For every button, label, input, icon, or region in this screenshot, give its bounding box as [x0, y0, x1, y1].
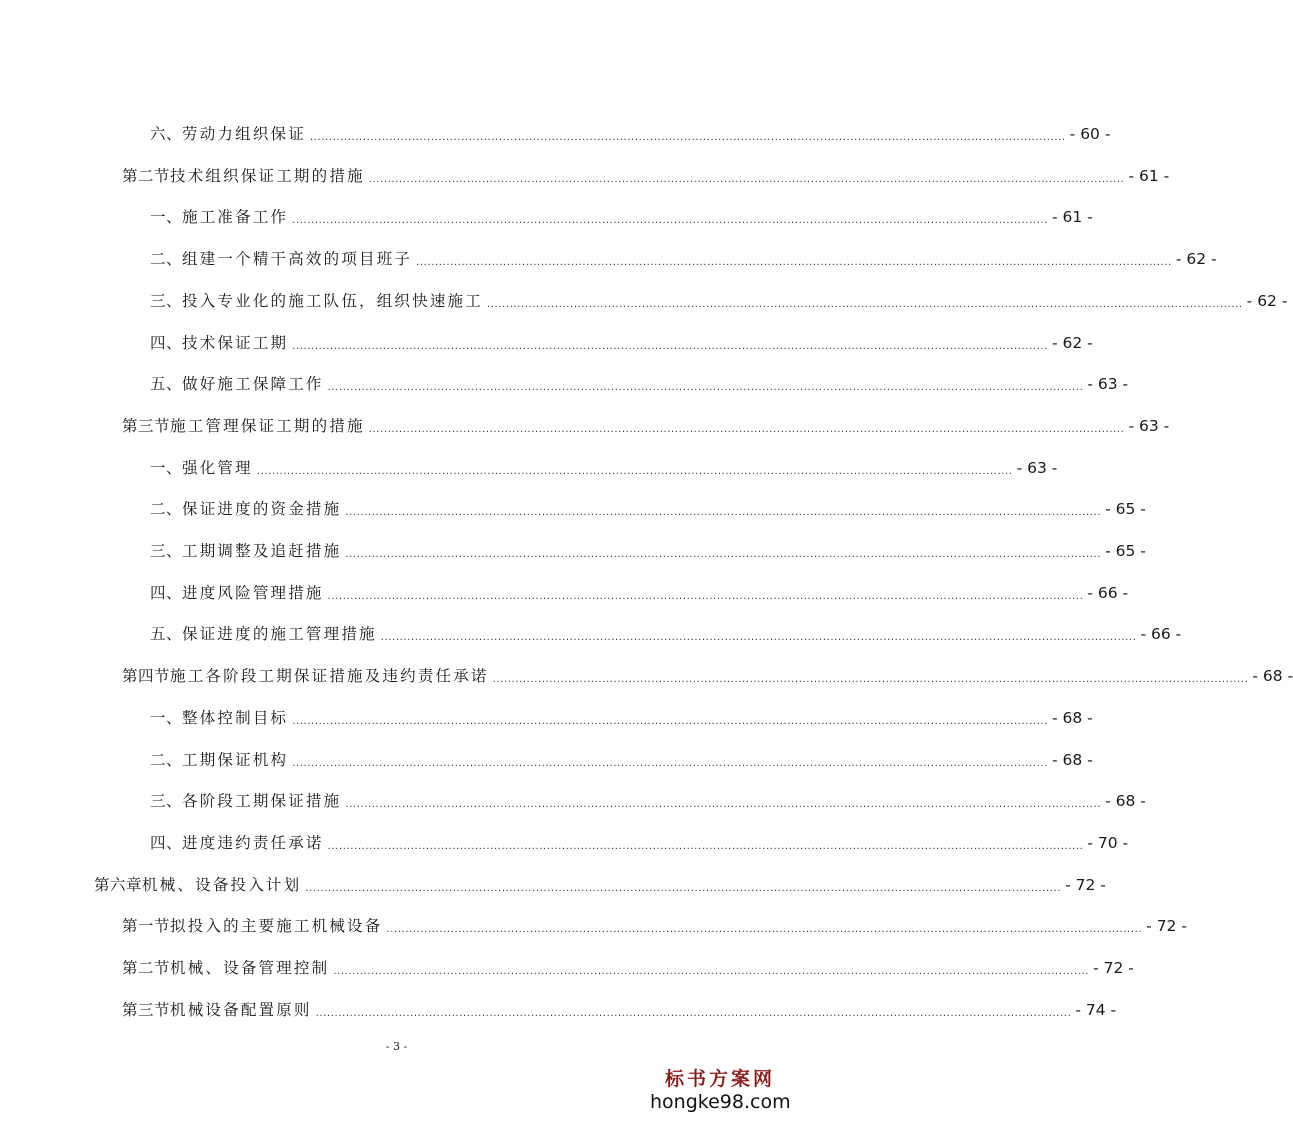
- toc-entry-page: - 68 -: [1051, 708, 1093, 727]
- toc-entry-title: 技术组织保证工期的措施: [170, 166, 365, 185]
- toc-entry-leader-dots: ........................................................................................................................................................................................................: [327, 382, 1084, 394]
- toc-entry-number: 二、: [150, 500, 183, 519]
- watermark-logo: [650, 1068, 790, 1114]
- toc-entry[interactable]: [150, 497, 1146, 521]
- toc-entry-page: - 61 -: [1128, 166, 1170, 185]
- toc-entry-page: - 72 -: [1065, 875, 1106, 894]
- toc-entry-number: 第三节: [122, 1000, 171, 1019]
- toc-entry-number: 三、: [150, 291, 183, 310]
- toc-entry[interactable]: [122, 914, 1187, 938]
- toc-entry-title: 进度风险管理措施: [182, 583, 324, 602]
- toc-entry-leader-dots: ........................................................................................................................................................................................................: [309, 132, 1066, 143]
- toc-entry[interactable]: [150, 205, 1093, 229]
- toc-entry-number: 第三节: [122, 416, 171, 435]
- toc-entry-number: 第四节: [122, 667, 171, 686]
- toc-entry-page: - 63 -: [1087, 375, 1129, 394]
- toc-entry-title: 投入专业化的施工队伍，组织快速施工: [182, 291, 483, 310]
- toc-entry[interactable]: [150, 331, 1093, 355]
- toc-entry-page: - 63 -: [1016, 458, 1058, 477]
- toc-entry-page: - 62 -: [1246, 291, 1288, 310]
- toc-entry-number: 三、: [150, 792, 183, 811]
- toc-entry[interactable]: [150, 831, 1129, 855]
- toc-entry-title: 劳动力组织保证: [182, 125, 306, 143]
- toc-entry-title: 技术保证工期: [182, 333, 289, 352]
- toc-entry-leader-dots: ........................................................................................................................................................................................................: [305, 882, 1062, 894]
- toc-entry-leader-dots: ........................................................................................................................................................................................................: [292, 340, 1048, 352]
- toc-entry-leader-dots: ........................................................................................................................................................................................................: [327, 840, 1084, 852]
- toc-entry-number: 四、: [150, 833, 183, 852]
- toc-entry-number: 五、: [150, 375, 183, 394]
- toc-entry-page: - 68 -: [1252, 667, 1293, 686]
- toc-entry-number: 第二节: [122, 959, 171, 977]
- toc-entry-number: 第六章: [94, 875, 143, 894]
- toc-entry-title: 整体控制目标: [182, 708, 289, 727]
- toc-entry-number: 四、: [150, 333, 183, 352]
- toc-entry[interactable]: [122, 956, 1134, 980]
- toc-entry-page: - 72 -: [1146, 917, 1187, 936]
- toc-entry[interactable]: [150, 289, 1288, 313]
- toc-entry[interactable]: [94, 873, 1106, 897]
- toc-entry-leader-dots: ........................................................................................................................................................................................................: [368, 423, 1125, 435]
- toc-entry-title: 保证进度的施工管理措施: [182, 625, 377, 644]
- toc-entry-leader-dots: ........................................................................................................................................................................................................: [292, 215, 1048, 227]
- toc-entry-title: 工期调整及追赶措施: [182, 542, 342, 560]
- toc-entry-title: 工期保证机构: [182, 750, 289, 769]
- toc-entry-leader-dots: ........................................................................................................................................................................................................: [486, 298, 1243, 310]
- toc-entry-page: - 63 -: [1128, 416, 1170, 435]
- watermark-title: 标书方案网: [664, 1068, 775, 1090]
- toc-entry-leader-dots: ........................................................................................................................................................................................................: [327, 590, 1084, 602]
- toc-entry-title: 机械、设备管理控制: [170, 959, 330, 977]
- toc-entry-leader-dots: ........................................................................................................................................................................................................: [315, 1007, 1072, 1019]
- toc-entry-leader-dots: ........................................................................................................................................................................................................: [416, 257, 1172, 269]
- toc-entry[interactable]: [150, 622, 1182, 646]
- toc-entry-number: 第二节: [122, 166, 171, 185]
- toc-entry-number: 第一节: [122, 917, 171, 936]
- toc-entry-title: 强化管理: [182, 458, 253, 477]
- toc-entry-number: 一、: [150, 708, 183, 727]
- toc-entry[interactable]: [150, 539, 1146, 563]
- toc-entry-leader-dots: ........................................................................................................................................................................................................: [380, 632, 1137, 644]
- toc-entry-number: 一、: [150, 458, 183, 477]
- toc-entry-number: 三、: [150, 542, 183, 560]
- toc-entry-title: 做好施工保障工作: [182, 375, 324, 394]
- toc-entry-leader-dots: ........................................................................................................................................................................................................: [386, 924, 1143, 936]
- toc-entry[interactable]: [122, 414, 1170, 438]
- toc-entry[interactable]: [150, 706, 1093, 730]
- toc-entry-page: - 72 -: [1093, 959, 1134, 977]
- toc-entry-leader-dots: ........................................................................................................................................................................................................: [492, 674, 1249, 686]
- toc-entry-leader-dots: ........................................................................................................................................................................................................: [345, 549, 1102, 560]
- toc-entry-title: 拟投入的主要施工机械设备: [170, 917, 383, 936]
- toc-entry-number: 一、: [150, 208, 183, 227]
- toc-entry[interactable]: [122, 664, 1293, 688]
- toc-entry-page: - 62 -: [1175, 250, 1217, 269]
- toc-entry-leader-dots: ........................................................................................................................................................................................................: [292, 715, 1048, 727]
- toc-entry-page: - 66 -: [1140, 625, 1182, 644]
- toc-entry-page: - 70 -: [1087, 833, 1129, 852]
- toc-entry[interactable]: [150, 122, 1111, 146]
- toc-entry-title: 各阶段工期保证措施: [182, 792, 342, 811]
- toc-entry-title: 施工管理保证工期的措施: [170, 416, 365, 435]
- toc-entry-page: - 65 -: [1105, 500, 1146, 519]
- toc-entry-page: - 61 -: [1051, 208, 1093, 227]
- watermark-url: hongke98.com: [650, 1091, 791, 1113]
- toc-entry-page: - 74 -: [1075, 1000, 1117, 1019]
- toc-entry[interactable]: [150, 247, 1217, 271]
- toc-entry-leader-dots: ........................................................................................................................................................................................................: [368, 173, 1125, 185]
- toc-entry-title: 进度违约责任承诺: [182, 833, 324, 852]
- toc-entry-page: - 62 -: [1051, 333, 1093, 352]
- toc-entry-leader-dots: ........................................................................................................................................................................................................: [345, 507, 1102, 519]
- toc-entry-number: 六、: [150, 125, 183, 143]
- toc-entry-title: 施工各阶段工期保证措施及违约责任承诺: [170, 667, 489, 686]
- toc-entry-number: 五、: [150, 625, 183, 644]
- toc-entry-page: - 66 -: [1087, 583, 1129, 602]
- toc-entry[interactable]: [150, 372, 1129, 396]
- toc-entry[interactable]: [150, 456, 1058, 480]
- toc-entry[interactable]: [122, 998, 1117, 1022]
- toc-entry[interactable]: [150, 748, 1093, 772]
- toc-entry-leader-dots: ........................................................................................................................................................................................................: [333, 966, 1090, 977]
- toc-entry-leader-dots: ........................................................................................................................................................................................................: [256, 465, 1013, 477]
- toc-entry[interactable]: [122, 164, 1170, 188]
- toc-entry-page: - 68 -: [1105, 792, 1146, 811]
- toc-entry-number: 二、: [150, 250, 183, 269]
- toc-entry-number: 四、: [150, 583, 183, 602]
- toc-entry-title: 施工准备工作: [182, 208, 289, 227]
- toc-entry[interactable]: [150, 581, 1129, 605]
- toc-entry-leader-dots: ........................................................................................................................................................................................................: [345, 799, 1102, 811]
- toc-entry-leader-dots: ........................................................................................................................................................................................................: [292, 757, 1048, 769]
- toc-entry-title: 保证进度的资金措施: [182, 500, 342, 519]
- toc-entry-page: - 68 -: [1051, 750, 1093, 769]
- page-number: - 3 -: [385, 1040, 408, 1053]
- toc-entry-page: - 60 -: [1069, 125, 1111, 143]
- toc-entry-title: 机械设备配置原则: [170, 1000, 312, 1019]
- toc-entry-page: - 65 -: [1105, 542, 1146, 560]
- toc-entry-title: 组建一个精干高效的项目班子: [182, 250, 413, 269]
- toc-entry-number: 二、: [150, 750, 183, 769]
- toc-entry-title: 机械、设备投入计划: [142, 875, 302, 894]
- toc-entry[interactable]: [150, 789, 1146, 813]
